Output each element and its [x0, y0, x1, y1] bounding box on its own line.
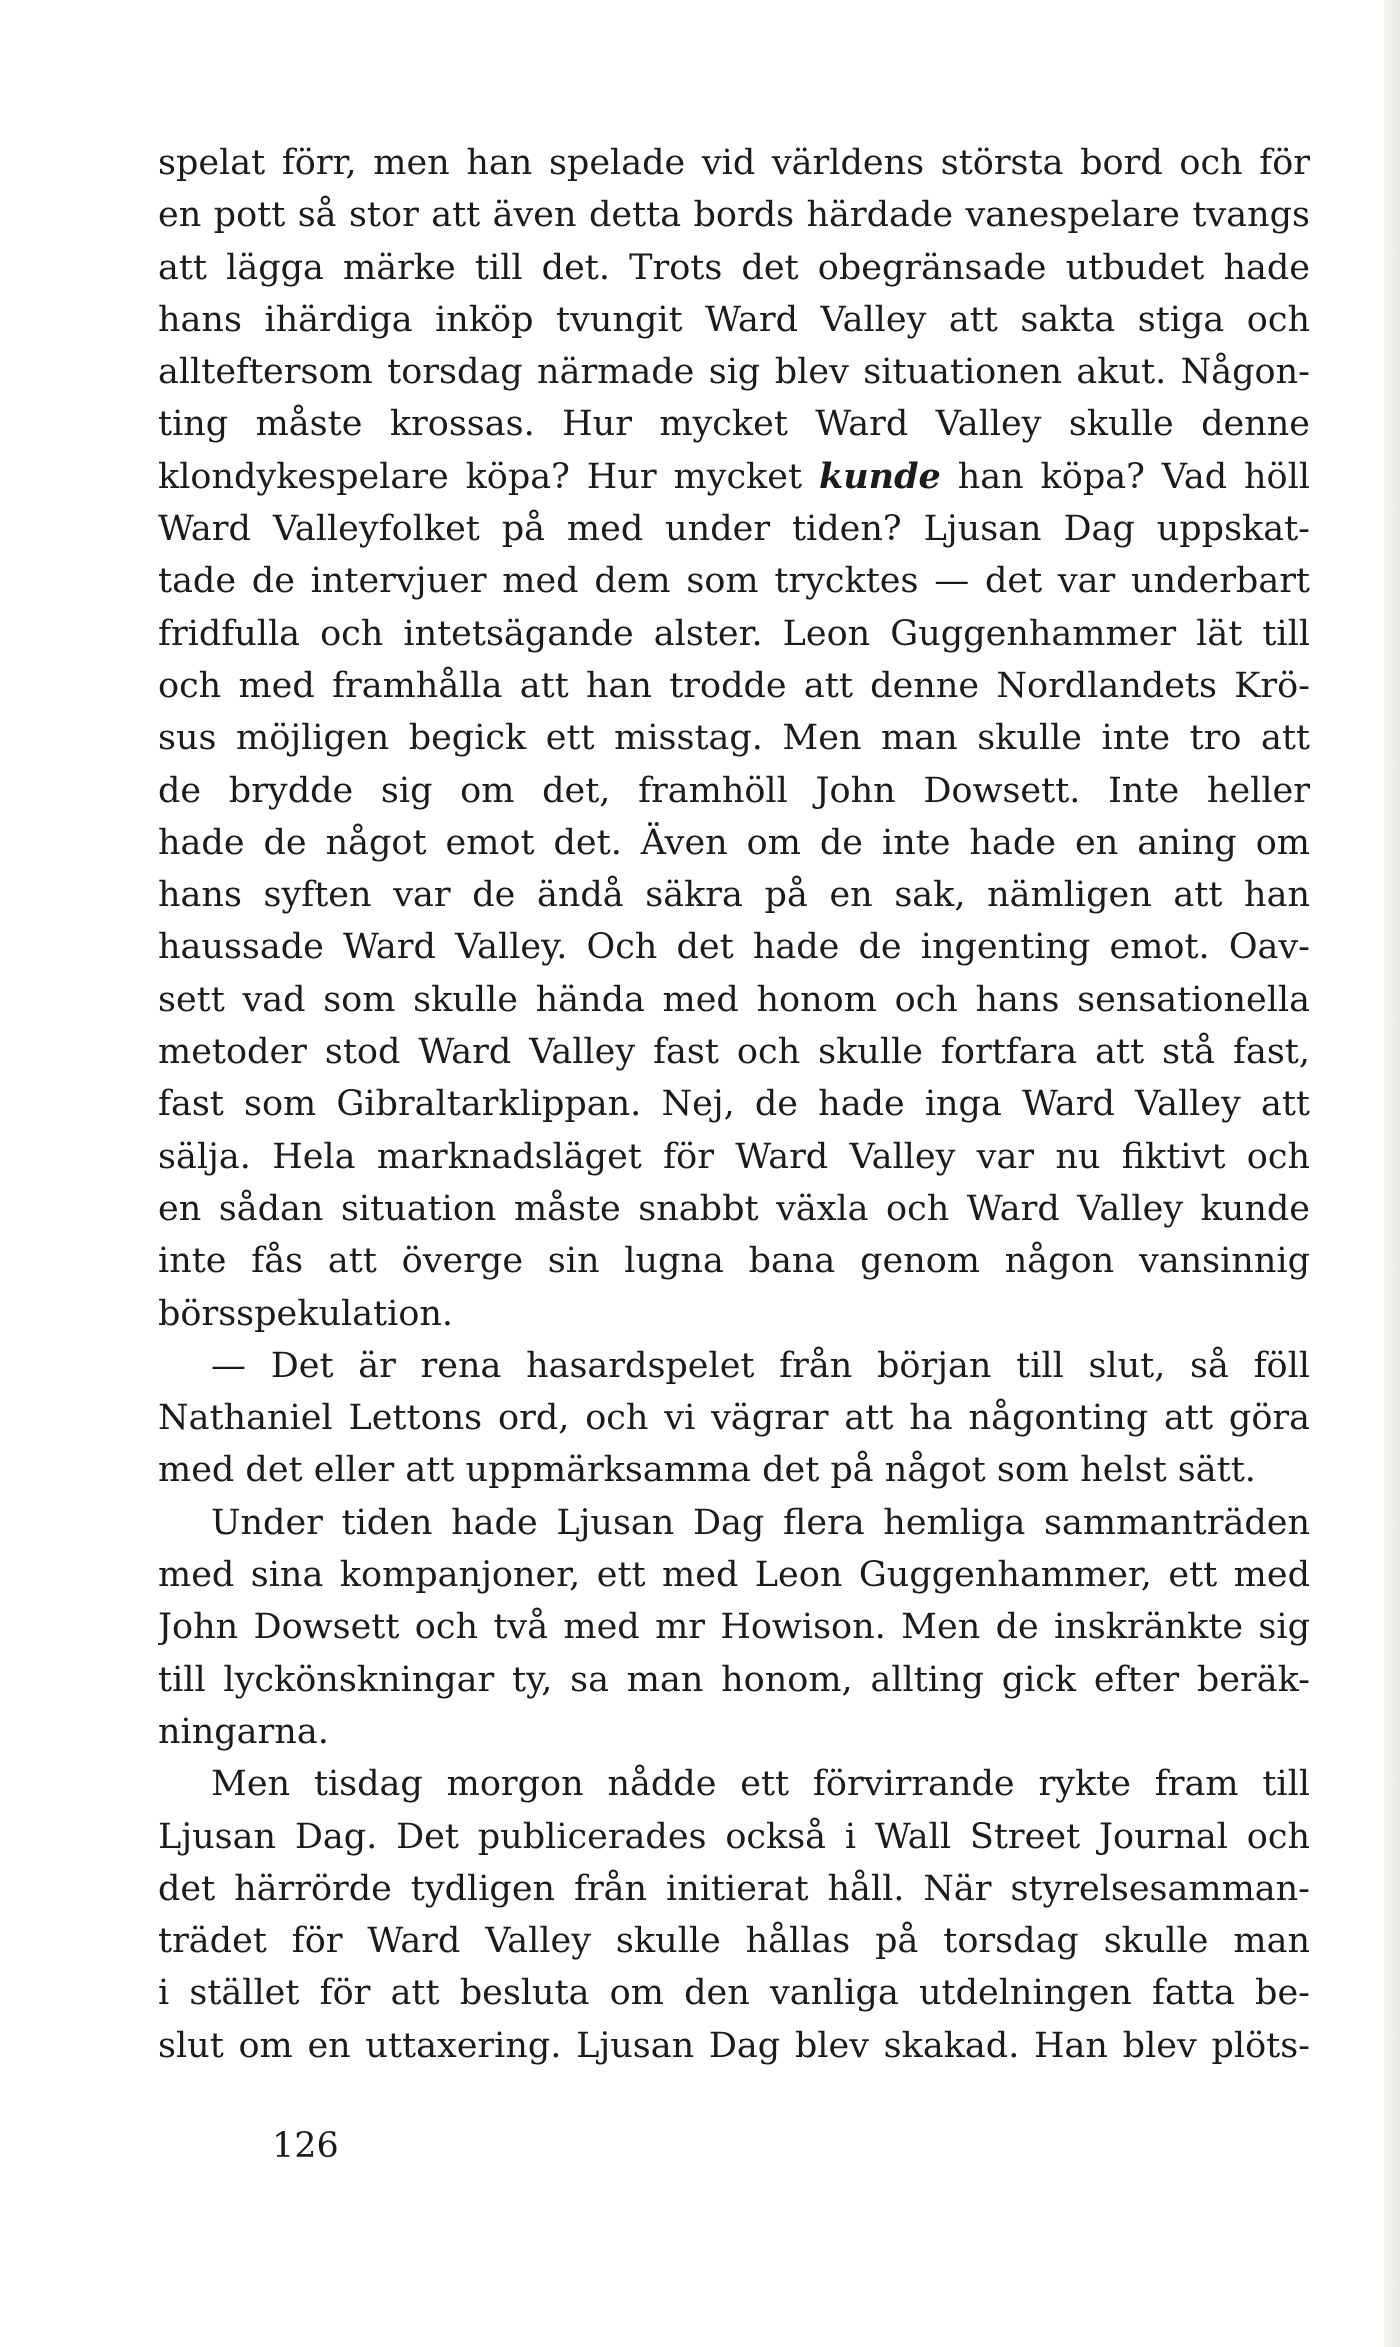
text-segment: han köpa? Vad höll — [940, 456, 1310, 497]
text-line: spelat förr, men han spelade vid världens största bord och för — [158, 143, 1310, 183]
text-line: och med framhålla att han trodde att denne Nordlandets Krö- — [158, 665, 1310, 706]
text-line: det härrörde tydligen från initierat håll. När styrelsesamman- — [158, 1868, 1310, 1909]
text-line: sälja. Hela marknadsläget för Ward Valley var nu fiktivt och — [158, 1136, 1310, 1177]
text-line: Men tisdag morgon nådde ett förvirrande rykte fram till — [211, 1764, 1310, 1805]
text-line: Nathaniel Lettons ord, och vi vägrar att ha någonting att göra — [158, 1398, 1310, 1439]
text-line: hans ihärdiga inköp tvungit Ward Valley att sakta stiga och — [158, 299, 1310, 340]
text-line: tade de intervjuer med dem som trycktes — det var underbart — [158, 561, 1310, 602]
text-line: en sådan situation måste snabbt växla och Ward Valley kunde — [158, 1188, 1310, 1229]
text-line — [158, 451, 1310, 503]
text-line: metoder stod Ward Valley fast och skulle fortfara att stå fast, — [158, 1032, 1310, 1073]
text-line: börsspekulation. — [158, 1293, 454, 1334]
text-line: trädet för Ward Valley skulle hållas på torsdag skulle man — [158, 1921, 1310, 1962]
text-line: — Det är rena hasardspelet från början till slut, så föll — [211, 1345, 1310, 1386]
body-text — [158, 137, 1310, 2072]
emphasized-word: kunde — [818, 455, 941, 497]
page-number: 126 — [272, 2126, 339, 2166]
text-line: sus möjligen begick ett misstag. Men man skulle inte tro att — [158, 718, 1310, 759]
text-line: Ward Valleyfolket på med under tiden? Ljusan Dag uppskat- — [158, 509, 1310, 550]
text-line: de brydde sig om det, framhöll John Dowsett. Inte heller — [158, 770, 1310, 811]
text-line: med sina kompanjoner, ett med Leon Guggenhammer, ett med — [158, 1555, 1310, 1596]
text-line: inte fås att överge sin lugna bana genom någon vansinnig — [158, 1241, 1310, 1282]
page-edge-shadow — [1384, 0, 1400, 2347]
text-line: slut om en uttaxering. Ljusan Dag blev skakad. Han blev plöts- — [158, 2025, 1310, 2066]
text-line: Ljusan Dag. Det publicerades också i Wall Street Journal och — [158, 1816, 1310, 1857]
text-line: ningarna. — [158, 1711, 329, 1752]
text-line: haussade Ward Valley. Och det hade de ingenting emot. Oav- — [158, 927, 1310, 968]
text-line: John Dowsett och två med mr Howison. Men de inskränkte sig — [158, 1607, 1310, 1648]
text-line: med det eller att uppmärksamma det på något som helst sätt. — [158, 1450, 1256, 1491]
text-line: till lyckönskningar ty, sa man honom, allting gick efter beräk- — [158, 1659, 1310, 1700]
text-line: Under tiden hade Ljusan Dag flera hemliga sammanträden — [211, 1502, 1310, 1543]
text-line: fast som Gibraltarklippan. Nej, de hade inga Ward Valley att — [158, 1084, 1310, 1125]
text-line: sett vad som skulle hända med honom och hans sensationella — [158, 979, 1310, 1020]
text-line: allteftersom torsdag närmade sig blev situationen akut. Någon- — [158, 352, 1310, 393]
text-line: i stället för att besluta om den vanliga utdelningen fatta be- — [158, 1973, 1310, 2014]
text-line: att lägga märke till det. Trots det obegränsade utbudet hade — [158, 247, 1310, 288]
text-segment: klondykespelare köpa? Hur mycket — [158, 456, 819, 497]
text-line: ting måste krossas. Hur mycket Ward Valley skulle denne — [158, 404, 1310, 445]
text-line: hans syften var de ändå säkra på en sak, nämligen att han — [158, 875, 1310, 916]
text-line: en pott så stor att även detta bords härdade vanespelare tvangs — [158, 195, 1310, 236]
text-line: fridfulla och intetsägande alster. Leon Guggenhammer lät till — [158, 613, 1310, 654]
text-line: hade de något emot det. Även om de inte hade en aning om — [158, 822, 1310, 863]
